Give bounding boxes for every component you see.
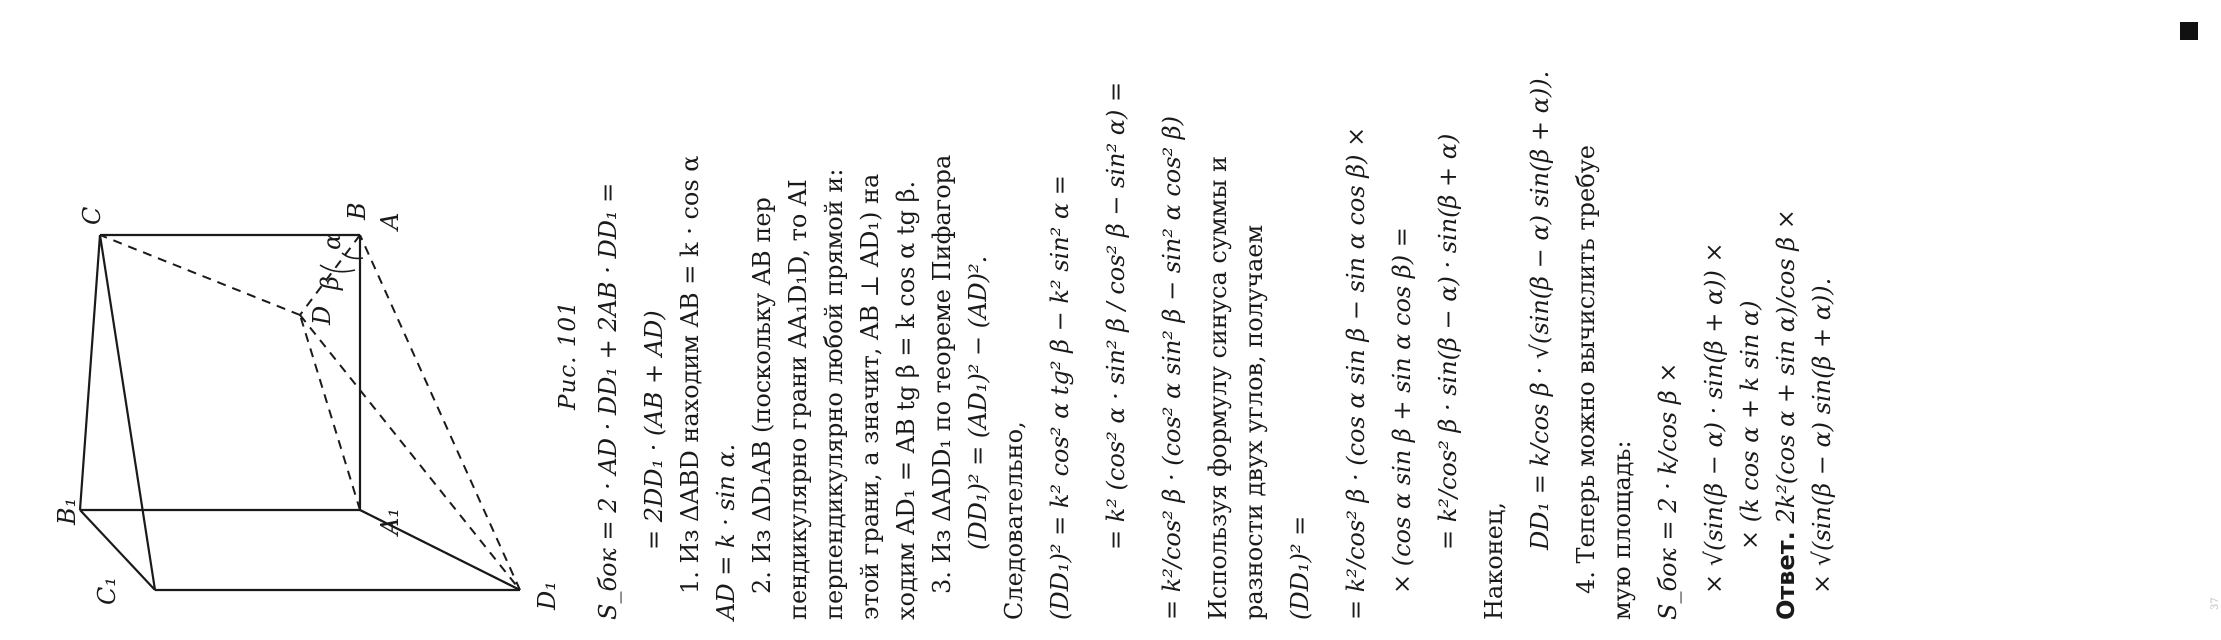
text-line: ходим AD₁ = AB tg β = k cos α tg β. (892, 180, 920, 620)
text-line: этой грани, а значит, AB ⊥ AD₁) на (856, 173, 884, 620)
text-line: = k²/cos² β · (cos α sin β − sin α cos β) × (1342, 126, 1370, 620)
text-line: 2. Из ΔD₁AB (поскольку AB пер (748, 197, 776, 594)
page-mark: 37 (2210, 597, 2221, 610)
text-line: = k²/cos² β · sin(β − α) · sin(β + α) (1434, 133, 1462, 550)
text-line: (DD₁)² = (AD₁)² − (AD)². (964, 255, 992, 550)
text-line: Наконец, (1480, 502, 1508, 620)
label-c1: C₁ (93, 577, 121, 605)
answer-label: Ответ. (1772, 531, 1800, 620)
text-line: Следовательно, (1000, 421, 1028, 620)
edge-b1-c (80, 235, 100, 510)
text-line: = k²/cos² β · (cos² α sin² β − sin² α cos² β) (1158, 115, 1186, 620)
label-d1: D₁ (533, 581, 561, 610)
text-line: 3. Из ΔADD₁ по теореме Пифагора (928, 154, 956, 594)
text-line: 4. Теперь можно вычислить требуе (1572, 144, 1600, 594)
cuboid-figure (53, 145, 570, 610)
label-a1: A₁ (376, 508, 404, 535)
edge-d-d1 (300, 315, 520, 590)
text-line: = 2DD₁ · (AB + AD) (640, 310, 668, 550)
text-line: S_бок = 2 · AD · DD₁ + 2AB · DD₁ = (594, 182, 622, 620)
solution-text (580, 10, 1840, 620)
text-line: = k² (cos² α · sin² β / cos² β − sin² α) = (1102, 81, 1130, 550)
label-b1: B₁ (53, 497, 81, 525)
edge-c-c1 (100, 235, 155, 590)
text-line: DD₁ = k/cos β · √(sin(β − α) sin(β + α)). (1526, 70, 1554, 550)
text-line: пендикулярно грани AA₁D₁D, то AI (784, 179, 812, 620)
answer-row (1768, 10, 1804, 620)
text-line: S_бок = 2 · k/cos β × (1654, 362, 1682, 620)
text-line: (DD₁)² = (1286, 515, 1314, 620)
corner-mark (2180, 22, 2198, 40)
edge-d-c (100, 235, 300, 315)
label-alpha: α (318, 233, 346, 250)
text-line: мую площадь: (1608, 440, 1636, 620)
text-line: (DD₁)² = k² cos² α tg² β − k² sin² α = (1046, 175, 1074, 620)
text-line: AD = k · sin α. (712, 443, 740, 620)
diag-d1-b (360, 235, 520, 590)
text-line: 1. Из ΔABD находим AB = k · cos α (676, 155, 704, 594)
text-line: разности двух углов, получаем (1240, 224, 1268, 620)
text-line: × √(sin(β − α) sin(β + α)). (1808, 277, 1836, 594)
text-line: × (cos α sin β + sin α cos β) = (1388, 227, 1416, 594)
label-a: A (376, 212, 404, 230)
label-beta: β (316, 276, 344, 290)
text-line: × (k cos α + k sin α) (1736, 300, 1764, 550)
edge-a-d (300, 315, 360, 510)
label-c: C (78, 206, 106, 225)
answer-value: 2k²(cos α + sin α)/cos β × (1772, 209, 1800, 524)
text-line: Используя формулу синуса суммы и (1204, 155, 1232, 620)
text-line: × √(sin(β − α) · sin(β + α)) × (1700, 242, 1728, 594)
figure-caption: Рис. 101 (555, 300, 581, 410)
text-line: перпендикулярно любой прямой и: (820, 168, 848, 620)
label-d: D (308, 305, 336, 325)
label-b: B (343, 202, 371, 220)
